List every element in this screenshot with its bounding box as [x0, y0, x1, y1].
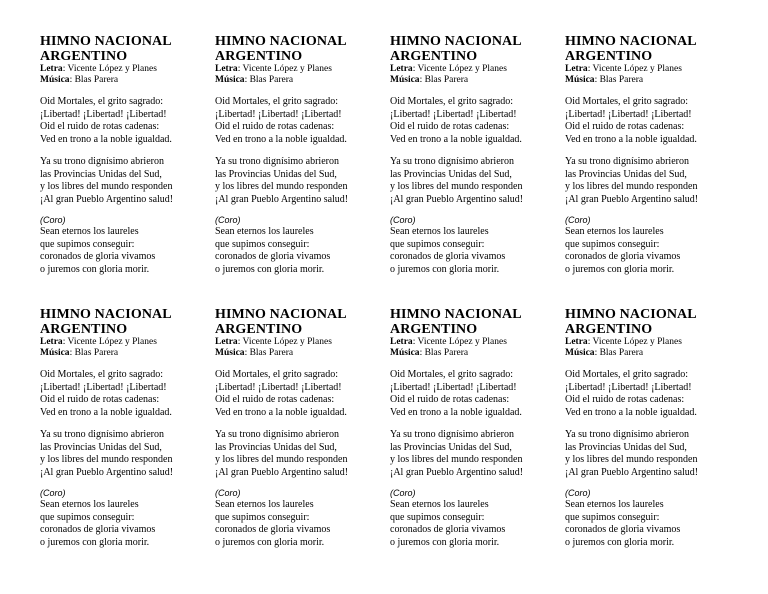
- chorus: Sean eternos los laureles que supimos conseguir: coronados de gloria vivamos o juremos con gloria morir.: [40, 499, 156, 548]
- stanza-2: Ya su trono dignísimo abrieron las Provincias Unidas del Sud, y los libres del mundo responden ¡Al gran Pueblo Argentino salud!: [390, 156, 524, 205]
- stanza-2: Ya su trono dignísimo abrieron las Provincias Unidas del Sud, y los libres del mundo responden ¡Al gran Pueblo Argentino salud!: [40, 156, 174, 205]
- stanza-2: Ya su trono dignísimo abrieron las Provincias Unidas del Sud, y los libres del mundo responden ¡Al gran Pueblo Argentino salud!: [215, 156, 349, 205]
- lyrics-credit: Letra: Vicente López y Planes: [40, 337, 157, 347]
- stanza-1: Oid Mortales, el grito sagrado: ¡Libertad! ¡Libertad! ¡Libertad! Oid el ruido de rotas cadenas: Ved en trono a la noble igualdad.: [40, 369, 172, 418]
- chorus-label: (Coro): [565, 215, 591, 225]
- music-credit: Música: Blas Parera: [40, 75, 119, 85]
- music-credit: Música: Blas Parera: [390, 348, 469, 358]
- stanza-2: Ya su trono dignísimo abrieron las Provincias Unidas del Sud, y los libres del mundo responden ¡Al gran Pueblo Argentino salud!: [565, 156, 699, 205]
- stanza-2: Ya su trono dignísimo abrieron las Provincias Unidas del Sud, y los libres del mundo responden ¡Al gran Pueblo Argentino salud!: [390, 429, 524, 478]
- stanza-2: Ya su trono dignísimo abrieron las Provincias Unidas del Sud, y los libres del mundo responden ¡Al gran Pueblo Argentino salud!: [215, 429, 349, 478]
- anthem-card: [565, 307, 735, 549]
- anthem-card: [215, 34, 385, 276]
- anthem-card: [215, 307, 385, 549]
- chorus-label: (Coro): [390, 488, 416, 498]
- stanza-1: Oid Mortales, el grito sagrado: ¡Libertad! ¡Libertad! ¡Libertad! Oid el ruido de rotas cadenas: Ved en trono a la noble igualdad.: [565, 369, 697, 418]
- anthem-title: HIMNO NACIONAL ARGENTINO: [215, 307, 347, 337]
- stanza-1: Oid Mortales, el grito sagrado: ¡Libertad! ¡Libertad! ¡Libertad! Oid el ruido de rotas cadenas: Ved en trono a la noble igualdad.: [215, 369, 347, 418]
- chorus-label: (Coro): [565, 488, 591, 498]
- chorus: Sean eternos los laureles que supimos conseguir: coronados de gloria vivamos o juremos con gloria morir.: [565, 499, 681, 548]
- anthem-title: HIMNO NACIONAL ARGENTINO: [390, 34, 522, 64]
- music-credit: Música: Blas Parera: [390, 75, 469, 85]
- stanza-1: Oid Mortales, el grito sagrado: ¡Libertad! ¡Libertad! ¡Libertad! Oid el ruido de rotas cadenas: Ved en trono a la noble igualdad.: [390, 369, 522, 418]
- stanza-1: Oid Mortales, el grito sagrado: ¡Libertad! ¡Libertad! ¡Libertad! Oid el ruido de rotas cadenas: Ved en trono a la noble igualdad.: [565, 96, 697, 145]
- anthem-card: [565, 34, 735, 276]
- music-credit: Música: Blas Parera: [565, 348, 644, 358]
- chorus-label: (Coro): [215, 488, 241, 498]
- chorus-label: (Coro): [390, 215, 416, 225]
- lyrics-credit: Letra: Vicente López y Planes: [40, 64, 157, 74]
- lyrics-credit: Letra: Vicente López y Planes: [215, 337, 332, 347]
- anthem-card: [40, 34, 210, 276]
- chorus: Sean eternos los laureles que supimos conseguir: coronados de gloria vivamos o juremos con gloria morir.: [390, 499, 506, 548]
- lyrics-credit: Letra: Vicente López y Planes: [215, 64, 332, 74]
- anthem-title: HIMNO NACIONAL ARGENTINO: [390, 307, 522, 337]
- chorus: Sean eternos los laureles que supimos conseguir: coronados de gloria vivamos o juremos con gloria morir.: [40, 226, 156, 275]
- stanza-1: Oid Mortales, el grito sagrado: ¡Libertad! ¡Libertad! ¡Libertad! Oid el ruido de rotas cadenas: Ved en trono a la noble igualdad.: [40, 96, 172, 145]
- chorus: Sean eternos los laureles que supimos conseguir: coronados de gloria vivamos o juremos con gloria morir.: [565, 226, 681, 275]
- music-credit: Música: Blas Parera: [215, 75, 294, 85]
- anthem-title: HIMNO NACIONAL ARGENTINO: [215, 34, 347, 64]
- chorus: Sean eternos los laureles que supimos conseguir: coronados de gloria vivamos o juremos con gloria morir.: [215, 499, 331, 548]
- anthem-card: [390, 307, 560, 549]
- chorus: Sean eternos los laureles que supimos conseguir: coronados de gloria vivamos o juremos con gloria morir.: [390, 226, 506, 275]
- stanza-1: Oid Mortales, el grito sagrado: ¡Libertad! ¡Libertad! ¡Libertad! Oid el ruido de rotas cadenas: Ved en trono a la noble igualdad.: [215, 96, 347, 145]
- chorus-label: (Coro): [215, 215, 241, 225]
- anthem-title: HIMNO NACIONAL ARGENTINO: [565, 307, 697, 337]
- chorus: Sean eternos los laureles que supimos conseguir: coronados de gloria vivamos o juremos con gloria morir.: [215, 226, 331, 275]
- stanza-2: Ya su trono dignísimo abrieron las Provincias Unidas del Sud, y los libres del mundo responden ¡Al gran Pueblo Argentino salud!: [40, 429, 174, 478]
- stanza-2: Ya su trono dignísimo abrieron las Provincias Unidas del Sud, y los libres del mundo responden ¡Al gran Pueblo Argentino salud!: [565, 429, 699, 478]
- music-credit: Música: Blas Parera: [565, 75, 644, 85]
- music-credit: Música: Blas Parera: [215, 348, 294, 358]
- anthem-card: [390, 34, 560, 276]
- anthem-title: HIMNO NACIONAL ARGENTINO: [40, 34, 172, 64]
- music-credit: Música: Blas Parera: [40, 348, 119, 358]
- lyrics-credit: Letra: Vicente López y Planes: [565, 64, 682, 74]
- anthem-title: HIMNO NACIONAL ARGENTINO: [565, 34, 697, 64]
- anthem-card: [40, 307, 210, 549]
- anthem-title: HIMNO NACIONAL ARGENTINO: [40, 307, 172, 337]
- lyrics-credit: Letra: Vicente López y Planes: [390, 337, 507, 347]
- stanza-1: Oid Mortales, el grito sagrado: ¡Libertad! ¡Libertad! ¡Libertad! Oid el ruido de rotas cadenas: Ved en trono a la noble igualdad.: [390, 96, 522, 145]
- chorus-label: (Coro): [40, 488, 66, 498]
- chorus-label: (Coro): [40, 215, 66, 225]
- lyrics-credit: Letra: Vicente López y Planes: [565, 337, 682, 347]
- lyrics-credit: Letra: Vicente López y Planes: [390, 64, 507, 74]
